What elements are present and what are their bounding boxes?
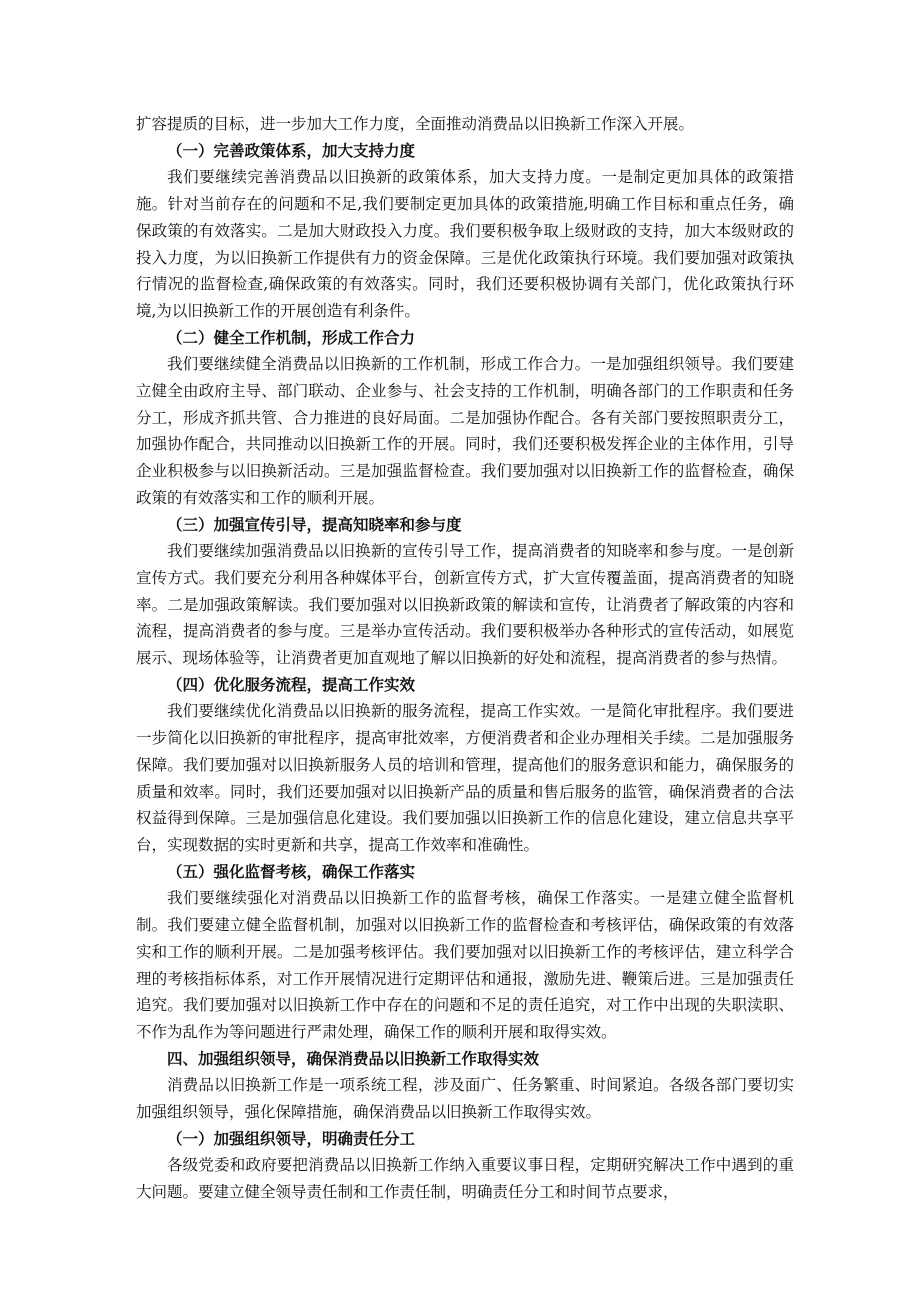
- paragraph: 我们要继续加强消费品以旧换新的宣传引导工作，提高消费者的知晓率和参与度。一是创新宣传方式。我们要充分利用各种媒体平台，创新宣传方式，扩大宣传覆盖面，提高消费者的知晓率。二是加强政策解读。我们要加强对以旧换新政策的解读和宣传，让消费者了解政策的内容和流程，提高消费者的参与度。三是举办宣传活动。我们要积极举办各种形式的宣传活动，如展览展示、现场体验等，让消费者更加直观地了解以旧换新的好处和流程，提高消费者的参与热情。: [136, 542, 794, 668]
- paragraph: 我们要继续完善消费品以旧换新的政策体系，加大支持力度。一是制定更加具体的政策措施。针对当前存在的问题和不足,我们要制定更加具体的政策措施,明确工作目标和重点任务，确保政策的有效落实。二是加大财政投入力度。我们要积极争取上级财政的支持，加大本级财政的投入力度，为以旧换新工作提供有力的资金保障。三是优化政策执行环境。我们要加强对政策执行情况的监督检查,确保政策的有效落实。同时，我们还要积极协调有关部门，优化政策执行环境,为以旧换新工作的开展创造有利条件。: [136, 168, 794, 320]
- section-heading: （四）优化服务流程，提高工作实效: [167, 675, 416, 694]
- paragraph: 消费品以旧换新工作是一项系统工程，涉及面广、任务繁重、时间紧迫。各级各部门要切实加强组织领导，强化保障措施，确保消费品以旧换新工作取得实效。: [136, 1076, 794, 1122]
- section-heading: （三）加强宣传引导，提高知晓率和参与度: [167, 515, 462, 534]
- paragraph: 扩容提质的目标，进一步加大工作力度，全面推动消费品以旧换新工作深入开展。: [136, 115, 695, 133]
- paragraph: 我们要继续强化对消费品以旧换新工作的监督考核，确保工作落实。一是建立健全监督机制。我们要建立健全监督机制，加强对以旧换新工作的监督检查和考核评估，确保政策的有效落实和工作的顺利开展。二是加强考核评估。我们要加强对以旧换新工作的考核评估，建立科学合理的考核指标体系，对工作开展情况进行定期评估和通报，激励先进、鞭策后进。三是加强责任追究。我们要加强对以旧换新工作中存在的问题和不足的责任追究，对工作中出现的失职渎职、不作为乱作为等问题进行严肃处理，确保工作的顺利开展和取得实效。: [136, 889, 794, 1041]
- section-heading: （一）加强组织领导，明确责任分工: [167, 1129, 416, 1148]
- chapter-heading: 四、加强组织领导，确保消费品以旧换新工作取得实效: [167, 1049, 540, 1068]
- paragraph: 各级党委和政府要把消费品以旧换新工作纳入重要议事日程，定期研究解决工作中遇到的重大问题。要建立健全领导责任制和工作责任制，明确责任分工和时间节点要求，: [136, 1156, 794, 1202]
- section-heading: （五）强化监督考核，确保工作落实: [167, 862, 416, 881]
- section-heading: （一）完善政策体系，加大支持力度: [167, 141, 416, 160]
- paragraph: 我们要继续健全消费品以旧换新的工作机制，形成工作合力。一是加强组织领导。我们要建立健全由政府主导、部门联动、企业参与、社会支持的工作机制，明确各部门的工作职责和任务分工，形成齐抓共管、合力推进的良好局面。二是加强协作配合。各有关部门要按照职责分工，加强协作配合，共同推动以旧换新工作的开展。同时，我们还要积极发挥企业的主体作用，引导企业积极参与以旧换新活动。三是加强监督检查。我们要加强对以旧换新工作的监督检查，确保政策的有效落实和工作的顺利开展。: [136, 355, 794, 507]
- section-heading: （二）健全工作机制，形成工作合力: [167, 328, 416, 347]
- paragraph: 我们要继续优化消费品以旧换新的服务流程，提高工作实效。一是简化审批程序。我们要进一步简化以旧换新的审批程序，提高审批效率，方便消费者和企业办理相关手续。二是加强服务保障。我们要加强对以旧换新服务人员的培训和管理，提高他们的服务意识和能力，确保服务的质量和效率。同时，我们还要加强对以旧换新产品的质量和售后服务的监管，确保消费者的合法权益得到保障。三是加强信息化建设。我们要加强以旧换新工作的信息化建设，建立信息共享平台，实现数据的实时更新和共享，提高工作效率和准确性。: [136, 702, 794, 854]
- document-body: [136, 111, 794, 1206]
